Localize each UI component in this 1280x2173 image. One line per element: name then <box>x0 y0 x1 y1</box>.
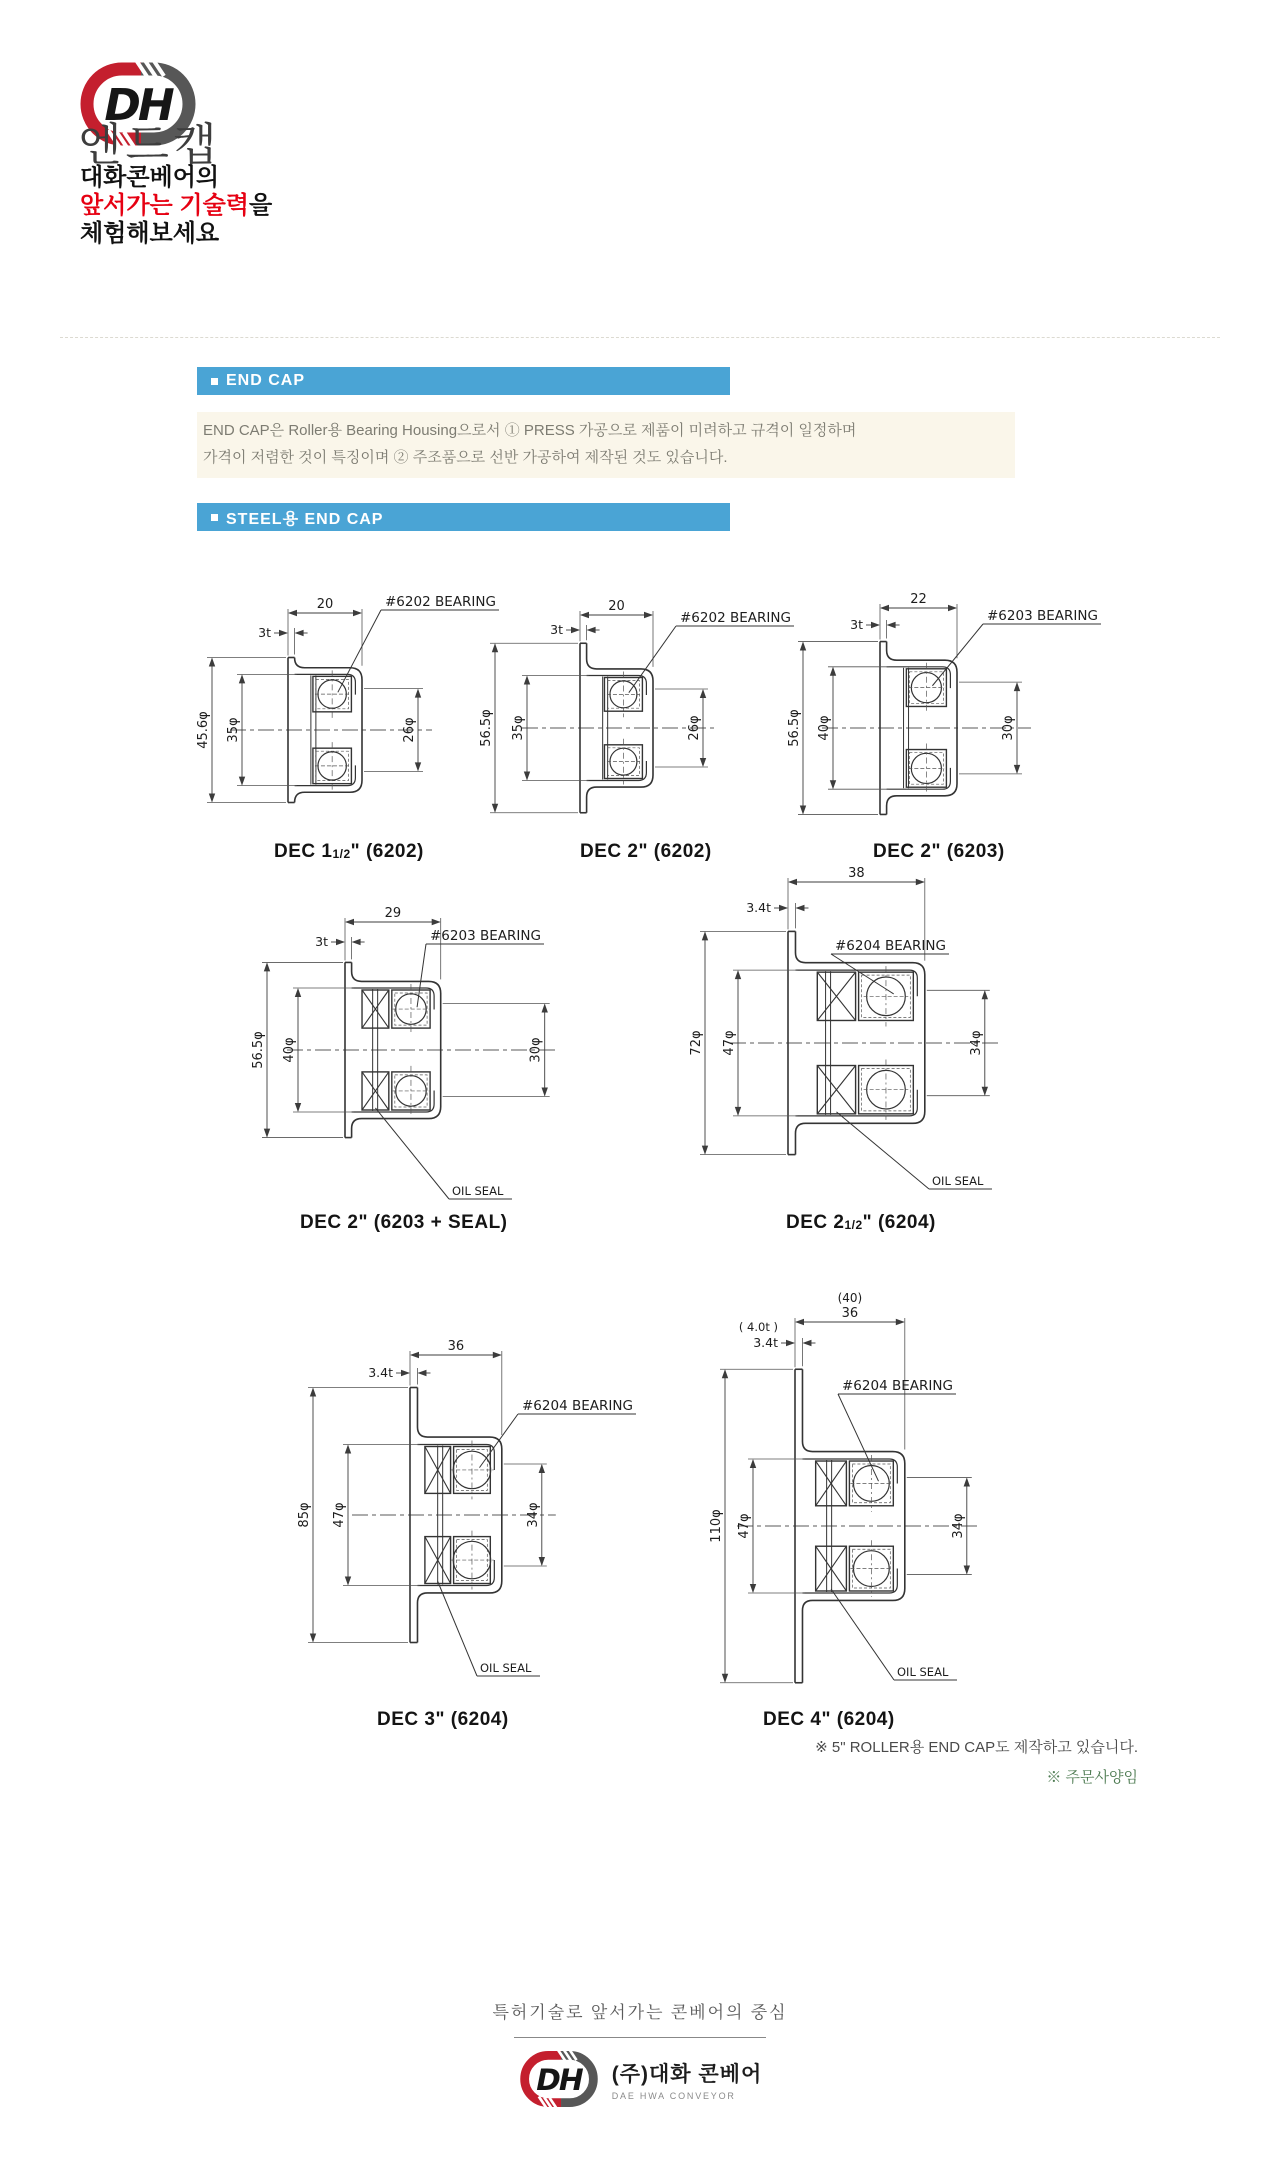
svg-text:30φ: 30φ <box>1001 715 1016 741</box>
svg-text:( 4.0t ): ( 4.0t ) <box>738 1320 778 1334</box>
endcap-drawing-graphic <box>196 570 510 870</box>
drawing-label-dec-2-6202: DEC 2" (6202) <box>580 841 712 862</box>
svg-text:36: 36 <box>447 1339 465 1354</box>
svg-text:#6202 BEARING: #6202 BEARING <box>680 610 791 626</box>
svg-text:22: 22 <box>910 592 927 607</box>
footer-company <box>612 2058 763 2101</box>
description-line1: END CAP은 Roller용 Bearing Housing으로서 ① PRESS 가공으로 제품이 미려하고 규격이 일정하며 <box>203 422 857 439</box>
drawing-dec-2-6203-seal <box>240 900 600 1230</box>
svg-text:40φ: 40φ <box>282 1037 297 1063</box>
footer-divider <box>514 2037 766 2038</box>
svg-text:OIL SEAL: OIL SEAL <box>932 1174 984 1188</box>
svg-text:20: 20 <box>316 597 334 612</box>
svg-text:DH: DH <box>536 2061 582 2097</box>
svg-text:29: 29 <box>384 906 402 921</box>
svg-text:#6204 BEARING: #6204 BEARING <box>842 1378 953 1394</box>
footer-brand <box>0 2048 1280 2110</box>
svg-text:OIL SEAL: OIL SEAL <box>897 1665 949 1679</box>
drawing-dec-2-6203 <box>760 570 1120 870</box>
square-bullet-icon <box>211 514 218 521</box>
endcap-drawing-graphic <box>620 860 1010 1200</box>
description-line2: 가격이 저렴한 것이 특징이며 ② 주조품으로 선반 가공하여 제작된 것도 있습니다. <box>203 449 728 466</box>
svg-text:47φ: 47φ <box>737 1513 752 1539</box>
svg-text:26φ: 26φ <box>402 717 417 743</box>
dh-logo-graphic <box>518 2048 600 2110</box>
svg-text:#6204 BEARING: #6204 BEARING <box>522 1398 633 1414</box>
drawing-label-dec-2-6203: DEC 2" (6203) <box>873 841 1005 862</box>
svg-text:56.5φ: 56.5φ <box>787 709 802 747</box>
svg-text:38: 38 <box>848 866 865 881</box>
note-5inch: ※ 5" ROLLER용 END CAP도 제작하고 있습니다. <box>815 1739 1138 1756</box>
svg-text:3t: 3t <box>850 617 863 632</box>
tagline-red: 앞서가는 기술력 <box>80 192 249 219</box>
svg-text:3t: 3t <box>258 625 271 640</box>
svg-text:20: 20 <box>608 599 625 614</box>
svg-text:3.4t: 3.4t <box>753 1335 778 1350</box>
footer <box>0 1998 1280 2110</box>
svg-text:56.5φ: 56.5φ <box>251 1031 266 1069</box>
svg-text:85φ: 85φ <box>297 1502 312 1528</box>
endcap-drawing-graphic <box>620 1290 1010 1720</box>
svg-text:#6203 BEARING: #6203 BEARING <box>987 608 1098 624</box>
drawing-dec-1-1-2-6202 <box>196 570 510 870</box>
endcap-drawing-graphic <box>290 1340 670 1740</box>
svg-text:47φ: 47φ <box>722 1030 737 1056</box>
page-title: 엔드캡 <box>78 119 221 170</box>
svg-text:34φ: 34φ <box>525 1502 541 1528</box>
endcap-drawing-graphic <box>760 570 1120 870</box>
footer-slogan: 특허기술로 앞서가는 콘베어의 중심 <box>492 2003 788 2022</box>
svg-text:26φ: 26φ <box>687 715 702 741</box>
svg-text:#6203 BEARING: #6203 BEARING <box>430 928 541 944</box>
svg-text:110φ: 110φ <box>709 1509 724 1543</box>
description-block <box>197 412 1015 478</box>
section-label: STEEL용 END CAP <box>226 510 384 528</box>
svg-text:36: 36 <box>841 1306 859 1321</box>
drawing-label-dec-4-6204: DEC 4" (6204) <box>763 1709 895 1730</box>
drawing-label-dec-1-1-2-6202: DEC 11/2" (6202) <box>274 841 424 862</box>
drawing-label-dec-3-6204: DEC 3" (6204) <box>377 1709 509 1730</box>
svg-text:35φ: 35φ <box>511 715 526 741</box>
svg-text:#6204 BEARING: #6204 BEARING <box>835 938 946 954</box>
svg-text:3.4t: 3.4t <box>746 900 771 915</box>
tagline <box>80 164 272 248</box>
header-divider <box>60 337 1220 338</box>
svg-text:40φ: 40φ <box>817 715 832 741</box>
tagline-line3: 체험해보세요 <box>80 220 220 247</box>
section-bar-end-cap <box>197 367 730 395</box>
drawing-dec-3-6204 <box>290 1340 670 1740</box>
svg-text:34φ: 34φ <box>968 1030 984 1056</box>
dh-logo <box>518 2048 600 2110</box>
svg-text:34φ: 34φ <box>950 1513 966 1539</box>
tagline-black: 을 <box>248 192 273 219</box>
drawing-label-dec-2-1-2-6204: DEC 21/2" (6204) <box>786 1212 936 1233</box>
company-name-kr: (주)대화 콘베어 <box>611 2062 763 2086</box>
svg-text:OIL SEAL: OIL SEAL <box>480 1661 532 1675</box>
drawing-dec-4-6204 <box>620 1290 1010 1720</box>
drawing-dec-2-1-2-6204 <box>620 860 1010 1200</box>
note-custom-spec: ※ 주문사양임 <box>1046 1769 1138 1786</box>
svg-text:3.4t: 3.4t <box>368 1365 393 1380</box>
tagline-line2 <box>80 192 272 220</box>
svg-text:47φ: 47φ <box>332 1502 347 1528</box>
section-bar-steel-end-cap <box>197 503 730 531</box>
square-bullet-icon <box>211 378 218 385</box>
endcap-drawing-graphic <box>470 570 790 870</box>
tagline-line1: 대화콘베어의 <box>80 164 220 191</box>
company-name-en: DAE HWA CONVEYOR <box>611 2090 736 2101</box>
drawing-dec-2-6202 <box>470 570 790 870</box>
svg-text:35φ: 35φ <box>226 717 241 743</box>
svg-text:30φ: 30φ <box>528 1037 544 1063</box>
svg-text:OIL SEAL: OIL SEAL <box>452 1184 504 1198</box>
drawing-label-dec-2-6203-seal: DEC 2" (6203 + SEAL) <box>300 1212 508 1233</box>
svg-text:45.6φ: 45.6φ <box>196 711 211 749</box>
endcap-drawing-graphic <box>240 900 600 1230</box>
svg-text:3t: 3t <box>550 622 563 637</box>
svg-text:3t: 3t <box>315 934 328 949</box>
svg-text:#6202 BEARING: #6202 BEARING <box>385 594 496 610</box>
svg-text:56.5φ: 56.5φ <box>479 709 494 747</box>
svg-text:(40): (40) <box>837 1291 863 1305</box>
section-label: END CAP <box>226 372 306 389</box>
svg-text:DH: DH <box>104 80 172 131</box>
svg-text:72φ: 72φ <box>689 1030 704 1056</box>
